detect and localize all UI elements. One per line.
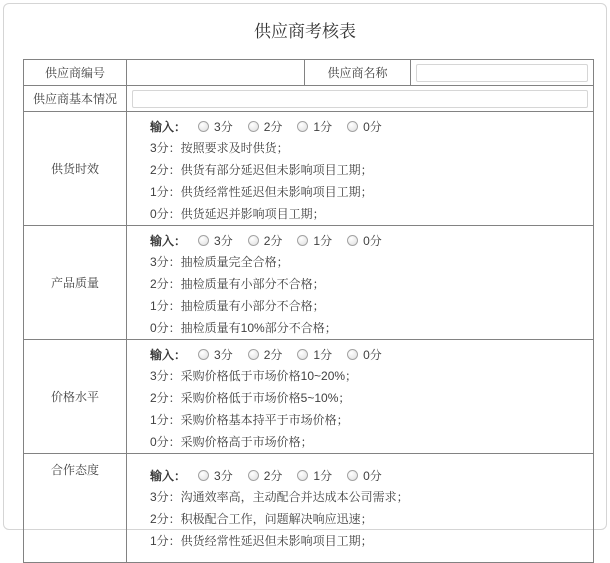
assessment-table	[23, 59, 594, 563]
score-option-label: 2分	[263, 119, 283, 134]
score-description: 0分：抽检质量有10%部分不合格；	[150, 321, 337, 335]
score-option-label: 1分	[313, 119, 333, 134]
score-option-label: 3分	[214, 119, 233, 134]
section-label-delivery: 供货时效	[24, 112, 127, 226]
score-option-3[interactable]	[198, 467, 233, 484]
basic-info-cell	[127, 86, 594, 112]
score-option-2[interactable]	[248, 118, 283, 135]
score-option-1[interactable]	[297, 118, 332, 135]
score-description: 1分：采购价格基本持平于市场价格；	[150, 413, 349, 427]
table-row	[24, 86, 594, 112]
score-0-radio[interactable]	[347, 470, 358, 481]
score-option-1[interactable]	[297, 232, 332, 249]
score-option-label: 1分	[313, 468, 333, 483]
supplier-name-input[interactable]	[416, 64, 588, 82]
score-option-label: 1分	[313, 233, 333, 248]
supplier-no-input[interactable]	[127, 62, 304, 84]
score-option-label: 0分	[363, 233, 382, 248]
page-title: 供应商考核表	[254, 22, 356, 41]
score-description: 3分：按照要求及时供货；	[150, 141, 289, 155]
score-option-2[interactable]	[248, 232, 283, 249]
score-option-label: 2分	[263, 347, 283, 362]
score-option-0[interactable]	[347, 232, 382, 249]
supplier-no-label: 供应商编号	[24, 60, 127, 86]
section-content-price	[127, 340, 594, 454]
score-3-radio[interactable]	[198, 235, 209, 246]
score-1-radio[interactable]	[297, 235, 308, 246]
score-3-radio[interactable]	[198, 121, 209, 132]
section-label-quality: 产品质量	[24, 226, 127, 340]
supplier-no-cell	[127, 60, 305, 86]
score-option-2[interactable]	[248, 346, 283, 363]
score-0-radio[interactable]	[347, 235, 358, 246]
score-description: 2分：抽检质量有小部分不合格；	[150, 277, 325, 291]
score-option-label: 1分	[313, 347, 333, 362]
score-option-label: 2分	[263, 468, 283, 483]
score-2-radio[interactable]	[248, 470, 259, 481]
score-description: 1分：供货经常性延迟但未影响项目工期；	[150, 534, 373, 548]
score-description: 1分：抽检质量有小部分不合格；	[150, 299, 325, 313]
score-option-1[interactable]	[297, 346, 332, 363]
score-input-label: 输入：	[150, 347, 187, 362]
score-1-radio[interactable]	[297, 121, 308, 132]
score-input-label: 输入：	[150, 468, 187, 483]
supplier-name-cell	[411, 60, 594, 86]
score-0-radio[interactable]	[347, 121, 358, 132]
score-input-row	[150, 464, 593, 486]
score-option-label: 3分	[214, 233, 233, 248]
score-1-radio[interactable]	[297, 349, 308, 360]
score-input-label: 输入：	[150, 119, 187, 134]
score-option-0[interactable]	[347, 346, 382, 363]
section-content-quality	[127, 226, 594, 340]
score-option-label: 2分	[263, 233, 283, 248]
score-option-label: 3分	[214, 468, 233, 483]
score-2-radio[interactable]	[248, 235, 259, 246]
score-option-0[interactable]	[347, 118, 382, 135]
score-0-radio[interactable]	[347, 349, 358, 360]
score-description: 3分：采购价格低于市场价格10~20%；	[150, 369, 358, 383]
score-description: 3分：抽检质量完全合格；	[150, 255, 289, 269]
section-row-quality	[24, 226, 594, 340]
section-label-price: 价格水平	[24, 340, 127, 454]
score-description: 0分：供货延迟并影响项目工期；	[150, 207, 325, 221]
score-description: 2分：积极配合工作，问题解决响应迅速；	[150, 512, 373, 526]
score-input-row	[150, 343, 593, 365]
section-row-attitude	[24, 454, 594, 563]
section-content-delivery	[127, 112, 594, 226]
section-label-attitude: 合作态度	[24, 454, 127, 563]
score-option-3[interactable]	[198, 232, 233, 249]
score-3-radio[interactable]	[198, 349, 209, 360]
score-description: 2分：采购价格低于市场价格5~10%；	[150, 391, 351, 405]
score-2-radio[interactable]	[248, 349, 259, 360]
score-option-label: 0分	[363, 347, 382, 362]
score-option-label: 0分	[363, 468, 382, 483]
score-option-label: 0分	[363, 119, 382, 134]
score-option-0[interactable]	[347, 467, 382, 484]
score-input-label: 输入：	[150, 233, 187, 248]
score-option-3[interactable]	[198, 118, 233, 135]
score-description: 2分：供货有部分延迟但未影响项目工期；	[150, 163, 373, 177]
score-1-radio[interactable]	[297, 470, 308, 481]
score-option-1[interactable]	[297, 467, 332, 484]
basic-info-label: 供应商基本情况	[24, 86, 127, 112]
score-option-label: 3分	[214, 347, 233, 362]
score-input-row	[150, 115, 593, 137]
score-option-2[interactable]	[248, 467, 283, 484]
supplier-name-label: 供应商名称	[305, 60, 411, 86]
score-description: 3分：沟通效率高，主动配合并达成本公司需求；	[150, 490, 409, 504]
section-row-delivery	[24, 112, 594, 226]
score-3-radio[interactable]	[198, 470, 209, 481]
basic-info-input[interactable]	[132, 90, 588, 108]
score-input-row	[150, 229, 593, 251]
table-row	[24, 60, 594, 86]
score-option-3[interactable]	[198, 346, 233, 363]
section-content-attitude	[127, 454, 594, 563]
section-row-price	[24, 340, 594, 454]
score-description: 1分：供货经常性延迟但未影响项目工期；	[150, 185, 373, 199]
score-2-radio[interactable]	[248, 121, 259, 132]
score-description: 0分：采购价格高于市场价格；	[150, 435, 313, 449]
form-page	[3, 3, 607, 548]
